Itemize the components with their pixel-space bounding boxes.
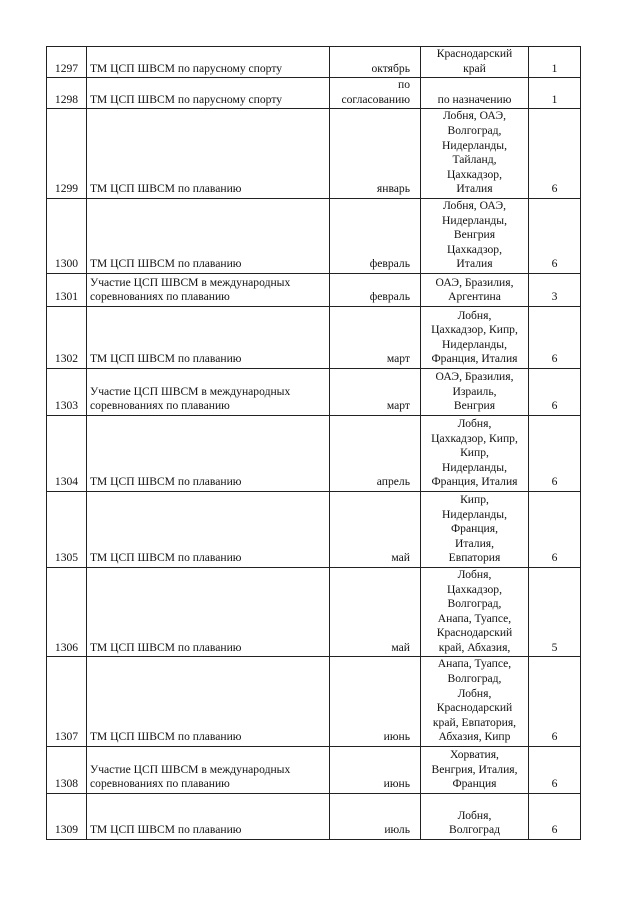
participant-count-cell: 6 — [529, 368, 581, 415]
event-place-cell: Лобня, Цахкадзор, Кипр, Нидерланды, Франция, Италия — [421, 306, 529, 368]
row-number-cell: 1307 — [47, 657, 87, 747]
participant-count-cell: 6 — [529, 747, 581, 794]
event-date-cell: май — [330, 491, 421, 567]
event-date-cell: январь — [330, 109, 421, 199]
event-place-cell: Лобня, Цахкадзор, Кипр, Кипр, Нидерланды, Франция, Италия — [421, 415, 529, 491]
event-name-cell: ТМ ЦСП ШВСМ по плаванию — [87, 306, 330, 368]
participant-count-cell: 6 — [529, 198, 581, 273]
participant-count-cell: 6 — [529, 306, 581, 368]
table-row — [47, 78, 581, 109]
events-table — [46, 46, 581, 840]
table-row — [47, 109, 581, 199]
event-place-cell: Лобня, ОАЭ, Волгоград, Нидерланды, Тайланд, Цахкадзор, Италия — [421, 109, 529, 199]
event-date-cell: июль — [330, 794, 421, 840]
table-row — [47, 306, 581, 368]
event-date-cell: март — [330, 306, 421, 368]
event-name-cell: Участие ЦСП ШВСМ в международных соревнованиях по плаванию — [87, 368, 330, 415]
row-number-cell: 1301 — [47, 273, 87, 306]
event-name-cell: ТМ ЦСП ШВСМ по плаванию — [87, 109, 330, 199]
row-number-cell: 1302 — [47, 306, 87, 368]
participant-count-cell: 1 — [529, 47, 581, 78]
row-number-cell: 1304 — [47, 415, 87, 491]
table-row — [47, 567, 581, 657]
events-table-body — [47, 47, 581, 840]
event-name-cell: ТМ ЦСП ШВСМ по плаванию — [87, 794, 330, 840]
event-date-cell: февраль — [330, 198, 421, 273]
event-date-cell: апрель — [330, 415, 421, 491]
event-place-cell: Лобня, Цахкадзор, Волгоград, Анапа, Туапсе, Краснодарский край, Абхазия, — [421, 567, 529, 657]
event-date-cell: май — [330, 567, 421, 657]
row-number-cell: 1299 — [47, 109, 87, 199]
event-date-cell: февраль — [330, 273, 421, 306]
event-name-cell: ТМ ЦСП ШВСМ по плаванию — [87, 491, 330, 567]
event-name-cell: ТМ ЦСП ШВСМ по плаванию — [87, 198, 330, 273]
participant-count-cell: 6 — [529, 491, 581, 567]
participant-count-cell: 5 — [529, 567, 581, 657]
event-date-cell: март — [330, 368, 421, 415]
participant-count-cell: 6 — [529, 657, 581, 747]
event-place-cell: Лобня, Волгоград — [421, 794, 529, 840]
row-number-cell: 1308 — [47, 747, 87, 794]
event-name-cell: Участие ЦСП ШВСМ в международных соревнованиях по плаванию — [87, 273, 330, 306]
participant-count-cell: 1 — [529, 78, 581, 109]
event-place-cell: Анапа, Туапсе, Волгоград, Лобня, Краснодарский край, Евпатория, Абхазия, Кипр — [421, 657, 529, 747]
table-row — [47, 794, 581, 840]
event-date-cell: октябрь — [330, 47, 421, 78]
participant-count-cell: 6 — [529, 415, 581, 491]
event-date-cell: июнь — [330, 747, 421, 794]
row-number-cell: 1297 — [47, 47, 87, 78]
table-row — [47, 747, 581, 794]
event-place-cell: Краснодарский край — [421, 47, 529, 78]
row-number-cell: 1303 — [47, 368, 87, 415]
event-place-cell: ОАЭ, Бразилия, Израиль, Венгрия — [421, 368, 529, 415]
event-place-cell: Хорватия, Венгрия, Италия, Франция — [421, 747, 529, 794]
table-row — [47, 491, 581, 567]
row-number-cell: 1300 — [47, 198, 87, 273]
event-name-cell: Участие ЦСП ШВСМ в международных соревнованиях по плаванию — [87, 747, 330, 794]
participant-count-cell: 6 — [529, 109, 581, 199]
table-row — [47, 368, 581, 415]
participant-count-cell: 3 — [529, 273, 581, 306]
event-name-cell: ТМ ЦСП ШВСМ по парусному спорту — [87, 47, 330, 78]
event-name-cell: ТМ ЦСП ШВСМ по парусному спорту — [87, 78, 330, 109]
table-row — [47, 657, 581, 747]
row-number-cell: 1309 — [47, 794, 87, 840]
row-number-cell: 1305 — [47, 491, 87, 567]
event-place-cell: Лобня, ОАЭ, Нидерланды, Венгрия Цахкадзор, Италия — [421, 198, 529, 273]
table-row — [47, 273, 581, 306]
event-date-cell: по согласованию — [330, 78, 421, 109]
table-row — [47, 198, 581, 273]
row-number-cell: 1306 — [47, 567, 87, 657]
event-date-cell: июнь — [330, 657, 421, 747]
event-place-cell: Кипр, Нидерланды, Франция, Италия, Евпатория — [421, 491, 529, 567]
table-row — [47, 47, 581, 78]
row-number-cell: 1298 — [47, 78, 87, 109]
table-row — [47, 415, 581, 491]
event-place-cell: по назначению — [421, 78, 529, 109]
event-name-cell: ТМ ЦСП ШВСМ по плаванию — [87, 657, 330, 747]
event-place-cell: ОАЭ, Бразилия, Аргентина — [421, 273, 529, 306]
event-name-cell: ТМ ЦСП ШВСМ по плаванию — [87, 567, 330, 657]
participant-count-cell: 6 — [529, 794, 581, 840]
event-name-cell: ТМ ЦСП ШВСМ по плаванию — [87, 415, 330, 491]
